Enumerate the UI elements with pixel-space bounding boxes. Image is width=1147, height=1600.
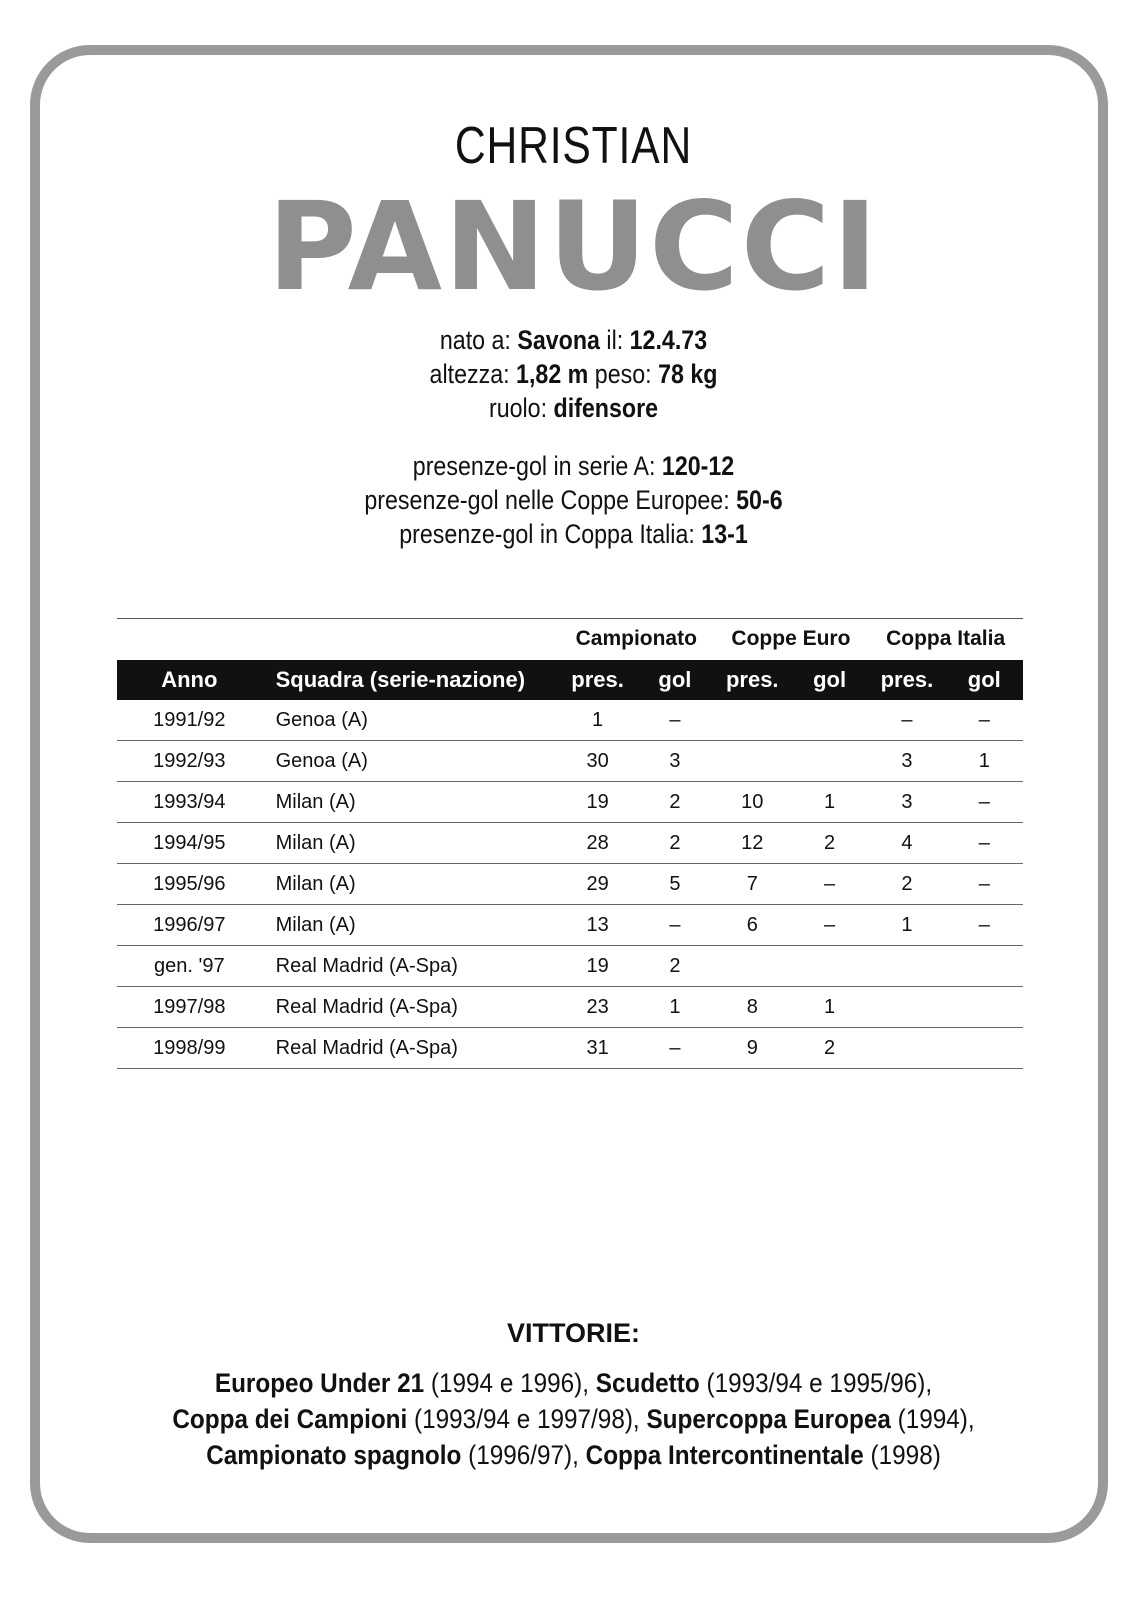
table-cell xyxy=(946,987,1023,1028)
table-cell xyxy=(791,946,868,987)
table-cell: 7 xyxy=(714,864,791,905)
table-cell: 28 xyxy=(559,823,636,864)
bio-section xyxy=(0,323,1147,551)
table-cell xyxy=(791,700,868,741)
table-cell: 1 xyxy=(946,741,1023,782)
table-cell: – xyxy=(946,905,1023,946)
table-cell: – xyxy=(791,905,868,946)
table-cell: – xyxy=(946,823,1023,864)
table-cell: 6 xyxy=(714,905,791,946)
table-cell: 29 xyxy=(559,864,636,905)
physique-line: altezza: 1,82 m peso: 78 kg xyxy=(429,359,718,389)
table-cell xyxy=(868,1028,945,1069)
wins-list xyxy=(0,1365,1147,1473)
table-cell: Genoa (A) xyxy=(262,741,559,782)
table-cell: 1991/92 xyxy=(117,700,262,741)
wins-line-3: Campionato spagnolo (1996/97), Coppa Intercontinentale (1998) xyxy=(206,1440,941,1470)
table-row xyxy=(117,905,1023,946)
birth-date: 12.4.73 xyxy=(629,325,708,355)
table-cell: – xyxy=(791,864,868,905)
table-cell xyxy=(714,946,791,987)
table-cell xyxy=(714,741,791,782)
table-cell: Milan (A) xyxy=(262,905,559,946)
table-cell xyxy=(714,700,791,741)
table-cell: 3 xyxy=(636,741,713,782)
table-cell: 1 xyxy=(868,905,945,946)
group-coppe-euro: Coppe Euro xyxy=(731,627,851,650)
table-cell: 3 xyxy=(868,741,945,782)
table-cell: Genoa (A) xyxy=(262,700,559,741)
col-squadra: Squadra (serie-nazione) xyxy=(262,660,559,700)
column-group-row xyxy=(117,618,1023,660)
table-cell xyxy=(946,1028,1023,1069)
col-euro-gol: gol xyxy=(791,660,868,700)
table-cell: – xyxy=(946,782,1023,823)
birth-line: nato a: Savona il: 12.4.73 xyxy=(439,325,708,355)
table-cell xyxy=(791,741,868,782)
table-cell: 1992/93 xyxy=(117,741,262,782)
table-cell: Milan (A) xyxy=(262,864,559,905)
col-camp-pres: pres. xyxy=(559,660,636,700)
table-cell: 19 xyxy=(559,782,636,823)
height-value: 1,82 m xyxy=(516,359,589,389)
table-cell: 1996/97 xyxy=(117,905,262,946)
table-cell: 30 xyxy=(559,741,636,782)
role-line: ruolo: difensore xyxy=(488,393,659,423)
career-table xyxy=(117,618,1023,1069)
table-cell: Milan (A) xyxy=(262,782,559,823)
table-cell xyxy=(946,946,1023,987)
table-cell: – xyxy=(946,864,1023,905)
euro-value: 50-6 xyxy=(736,485,783,515)
table-cell: 8 xyxy=(714,987,791,1028)
table-cell: – xyxy=(946,700,1023,741)
group-coppa-italia: Coppa Italia xyxy=(886,627,1006,650)
table-cell: 1998/99 xyxy=(117,1028,262,1069)
table-cell: Real Madrid (A-Spa) xyxy=(262,987,559,1028)
table-cell: Real Madrid (A-Spa) xyxy=(262,1028,559,1069)
table-row xyxy=(117,987,1023,1028)
table-cell: 1997/98 xyxy=(117,987,262,1028)
table-row xyxy=(117,823,1023,864)
serie-a-line: presenze-gol in serie A: 120-12 xyxy=(412,451,735,481)
table-cell: – xyxy=(636,1028,713,1069)
table-cell: 13 xyxy=(559,905,636,946)
table-row xyxy=(117,782,1023,823)
wins-line-2: Coppa dei Campioni (1993/94 e 1997/98), Supercoppa Europea (1994), xyxy=(172,1404,975,1434)
wins-line-1: Europeo Under 21 (1994 e 1996), Scudetto (1993/94 e 1995/96), xyxy=(214,1368,933,1398)
table-cell: 31 xyxy=(559,1028,636,1069)
wins-title: VITTORIE: xyxy=(506,1318,640,1348)
italia-line: presenze-gol in Coppa Italia: 13-1 xyxy=(399,519,748,549)
table-cell: 5 xyxy=(636,864,713,905)
col-italia-gol: gol xyxy=(946,660,1023,700)
table-row xyxy=(117,864,1023,905)
table-cell: 2 xyxy=(791,1028,868,1069)
table-cell: 2 xyxy=(868,864,945,905)
table-cell: gen. '97 xyxy=(117,946,262,987)
table-cell: 1995/96 xyxy=(117,864,262,905)
table-cell: 1993/94 xyxy=(117,782,262,823)
table-row xyxy=(117,700,1023,741)
table-cell: 2 xyxy=(636,782,713,823)
birth-place: Savona xyxy=(517,325,600,355)
table-cell: – xyxy=(636,700,713,741)
col-anno: Anno xyxy=(117,660,262,700)
euro-line: presenze-gol nelle Coppe Europee: 50-6 xyxy=(364,485,783,515)
group-campionato: Campionato xyxy=(575,627,697,650)
table-cell: 2 xyxy=(636,823,713,864)
table-cell xyxy=(868,987,945,1028)
table-cell: 2 xyxy=(636,946,713,987)
table-cell: 1 xyxy=(636,987,713,1028)
table-row xyxy=(117,1028,1023,1069)
table-cell: 1 xyxy=(559,700,636,741)
header-row xyxy=(117,660,1023,700)
table-cell: 1 xyxy=(791,987,868,1028)
table-cell: 4 xyxy=(868,823,945,864)
table-cell: 1994/95 xyxy=(117,823,262,864)
weight-value: 78 kg xyxy=(658,359,718,389)
table-cell: 12 xyxy=(714,823,791,864)
table-cell: 10 xyxy=(714,782,791,823)
col-camp-gol: gol xyxy=(636,660,713,700)
table-cell: 19 xyxy=(559,946,636,987)
table-cell: – xyxy=(868,700,945,741)
table-cell: Milan (A) xyxy=(262,823,559,864)
italia-value: 13-1 xyxy=(701,519,748,549)
table-cell: 2 xyxy=(791,823,868,864)
table-cell: – xyxy=(636,905,713,946)
table-row xyxy=(117,741,1023,782)
first-name: CHRISTIAN xyxy=(454,117,693,175)
table-cell: 3 xyxy=(868,782,945,823)
role-value: difensore xyxy=(553,393,659,423)
table-cell xyxy=(868,946,945,987)
table-row xyxy=(117,946,1023,987)
table-cell: 1 xyxy=(791,782,868,823)
col-euro-pres: pres. xyxy=(714,660,791,700)
table-cell: 23 xyxy=(559,987,636,1028)
serie-a-value: 120-12 xyxy=(661,451,735,481)
last-name: PANUCCI xyxy=(267,176,880,318)
col-italia-pres: pres. xyxy=(868,660,945,700)
table-cell: Real Madrid (A-Spa) xyxy=(262,946,559,987)
table-cell: 9 xyxy=(714,1028,791,1069)
